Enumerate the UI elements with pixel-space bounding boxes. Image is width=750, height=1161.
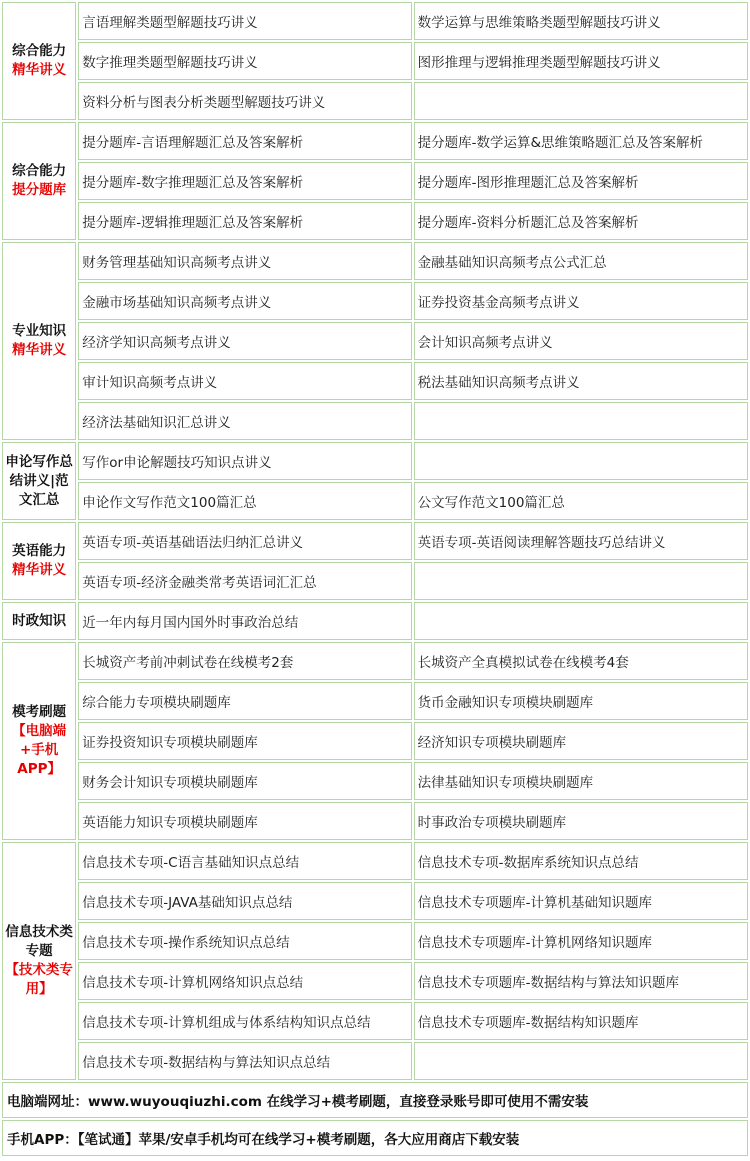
material-item: 提分题库-资料分析题汇总及答案解析 [414, 202, 748, 240]
empty-cell [414, 402, 748, 440]
material-item: 货币金融知识专项模块刷题库 [414, 682, 748, 720]
category-cell [2, 642, 76, 840]
table-row [2, 602, 748, 640]
material-item: 资料分析与图表分析类题型解题技巧讲义 [78, 82, 411, 120]
table-row [2, 282, 748, 320]
material-item: 英语能力知识专项模块刷题库 [78, 802, 411, 840]
table-row [2, 482, 748, 520]
material-item: 经济法基础知识汇总讲义 [78, 402, 411, 440]
material-item: 证券投资知识专项模块刷题库 [78, 722, 411, 760]
material-item: 公文写作范文100篇汇总 [414, 482, 748, 520]
table-row [2, 162, 748, 200]
material-item: 信息技术专项题库-计算机基础知识题库 [414, 882, 748, 920]
empty-cell [414, 562, 748, 600]
category-cell [2, 602, 76, 640]
material-item: 经济学知识高频考点讲义 [78, 322, 411, 360]
category-cell [2, 242, 76, 440]
material-item: 提分题库-图形推理题汇总及答案解析 [414, 162, 748, 200]
table-row [2, 362, 748, 400]
table-row [2, 202, 748, 240]
website-info: 电脑端网址：www.wuyouqiuzhi.com 在线学习+模考刷题，直接登录账号即可使用不需安装 [2, 1082, 748, 1118]
category-cell [2, 842, 76, 1080]
material-item: 审计知识高频考点讲义 [78, 362, 411, 400]
material-item: 提分题库-逻辑推理题汇总及答案解析 [78, 202, 411, 240]
table-row [2, 242, 748, 280]
category-title: 专业知识 [12, 323, 67, 339]
category-subtitle: 【电脑端+手机APP】 [12, 723, 67, 777]
material-item: 提分题库-言语理解题汇总及答案解析 [78, 122, 411, 160]
category-title: 申论写作总结讲义|范文汇总 [5, 453, 73, 508]
empty-cell [414, 442, 748, 480]
material-item: 英语专项-英语基础语法归纳汇总讲义 [78, 522, 411, 560]
material-item: 时事政治专项模块刷题库 [414, 802, 748, 840]
category-title: 综合能力 [12, 43, 67, 59]
table-row [2, 1002, 748, 1040]
material-item: 信息技术专项-数据结构与算法知识点总结 [78, 1042, 411, 1080]
footer-row [2, 1120, 748, 1156]
material-item: 数学运算与思维策略类题型解题技巧讲义 [414, 2, 748, 40]
app-info: 手机APP：【笔试通】苹果/安卓手机均可在线学习+模考刷题，各大应用商店下载安装 [2, 1120, 748, 1156]
table-row [2, 402, 748, 440]
table-row [2, 882, 748, 920]
material-item: 信息技术专项题库-数据结构知识题库 [414, 1002, 748, 1040]
material-item: 提分题库-数字推理题汇总及答案解析 [78, 162, 411, 200]
table-row [2, 762, 748, 800]
table-row [2, 962, 748, 1000]
category-subtitle: 精华讲义 [12, 342, 67, 358]
material-item: 信息技术专项题库-计算机网络知识题库 [414, 922, 748, 960]
material-item: 英语专项-英语阅读理解答题技巧总结讲义 [414, 522, 748, 560]
table-row [2, 802, 748, 840]
table-row [2, 82, 748, 120]
empty-cell [414, 602, 748, 640]
material-item: 金融市场基础知识高频考点讲义 [78, 282, 411, 320]
material-item: 长城资产考前冲刺试卷在线模考2套 [78, 642, 411, 680]
category-title: 英语能力 [12, 543, 67, 559]
material-item: 信息技术专项-C语言基础知识点总结 [78, 842, 411, 880]
category-title: 信息技术类专题 [5, 924, 73, 959]
material-item: 近一年内每月国内国外时事政治总结 [78, 602, 411, 640]
table-row [2, 562, 748, 600]
category-title: 时政知识 [12, 612, 67, 629]
table-row [2, 722, 748, 760]
category-title: 模考刷题 [12, 704, 67, 720]
material-item: 财务管理基础知识高频考点讲义 [78, 242, 411, 280]
material-item: 言语理解类题型解题技巧讲义 [78, 2, 411, 40]
material-item: 信息技术专项-数据库系统知识点总结 [414, 842, 748, 880]
table-row [2, 2, 748, 40]
material-item: 信息技术专项-操作系统知识点总结 [78, 922, 411, 960]
table-row [2, 682, 748, 720]
category-cell [2, 522, 76, 600]
material-item: 数字推理类题型解题技巧讲义 [78, 42, 411, 80]
material-item: 信息技术专项题库-数据结构与算法知识题库 [414, 962, 748, 1000]
material-item: 信息技术专项-计算机网络知识点总结 [78, 962, 411, 1000]
table-row [2, 1042, 748, 1080]
material-item: 金融基础知识高频考点公式汇总 [414, 242, 748, 280]
material-item: 会计知识高频考点讲义 [414, 322, 748, 360]
category-cell [2, 442, 76, 520]
category-subtitle: 精华讲义 [12, 62, 67, 78]
table-row [2, 922, 748, 960]
category-cell [2, 122, 76, 240]
material-item: 申论作文写作范文100篇汇总 [78, 482, 411, 520]
table-row [2, 642, 748, 680]
material-item: 英语专项-经济金融类常考英语词汇汇总 [78, 562, 411, 600]
category-cell [2, 2, 76, 120]
category-title: 综合能力 [12, 163, 67, 179]
material-item: 法律基础知识专项模块刷题库 [414, 762, 748, 800]
material-item: 综合能力专项模块刷题库 [78, 682, 411, 720]
empty-cell [414, 1042, 748, 1080]
category-subtitle: 精华讲义 [12, 562, 67, 578]
table-row [2, 42, 748, 80]
category-subtitle: 提分题库 [12, 182, 67, 198]
material-item: 证券投资基金高频考点讲义 [414, 282, 748, 320]
material-item: 提分题库-数学运算&思维策略题汇总及答案解析 [414, 122, 748, 160]
material-item: 长城资产全真模拟试卷在线模考4套 [414, 642, 748, 680]
empty-cell [414, 82, 748, 120]
table-row [2, 122, 748, 160]
table-row [2, 842, 748, 880]
table-row [2, 522, 748, 560]
material-item: 图形推理与逻辑推理类题型解题技巧讲义 [414, 42, 748, 80]
material-item: 税法基础知识高频考点讲义 [414, 362, 748, 400]
category-subtitle: 【技术类专用】 [5, 962, 73, 997]
table-row [2, 442, 748, 480]
table-row [2, 322, 748, 360]
material-item: 信息技术专项-计算机组成与体系结构知识点总结 [78, 1002, 411, 1040]
catalog-body [2, 2, 748, 1156]
material-item: 写作or申论解题技巧知识点讲义 [78, 442, 411, 480]
material-item: 财务会计知识专项模块刷题库 [78, 762, 411, 800]
footer-row [2, 1082, 748, 1118]
material-item: 信息技术专项-JAVA基础知识点总结 [78, 882, 411, 920]
material-item: 经济知识专项模块刷题库 [414, 722, 748, 760]
